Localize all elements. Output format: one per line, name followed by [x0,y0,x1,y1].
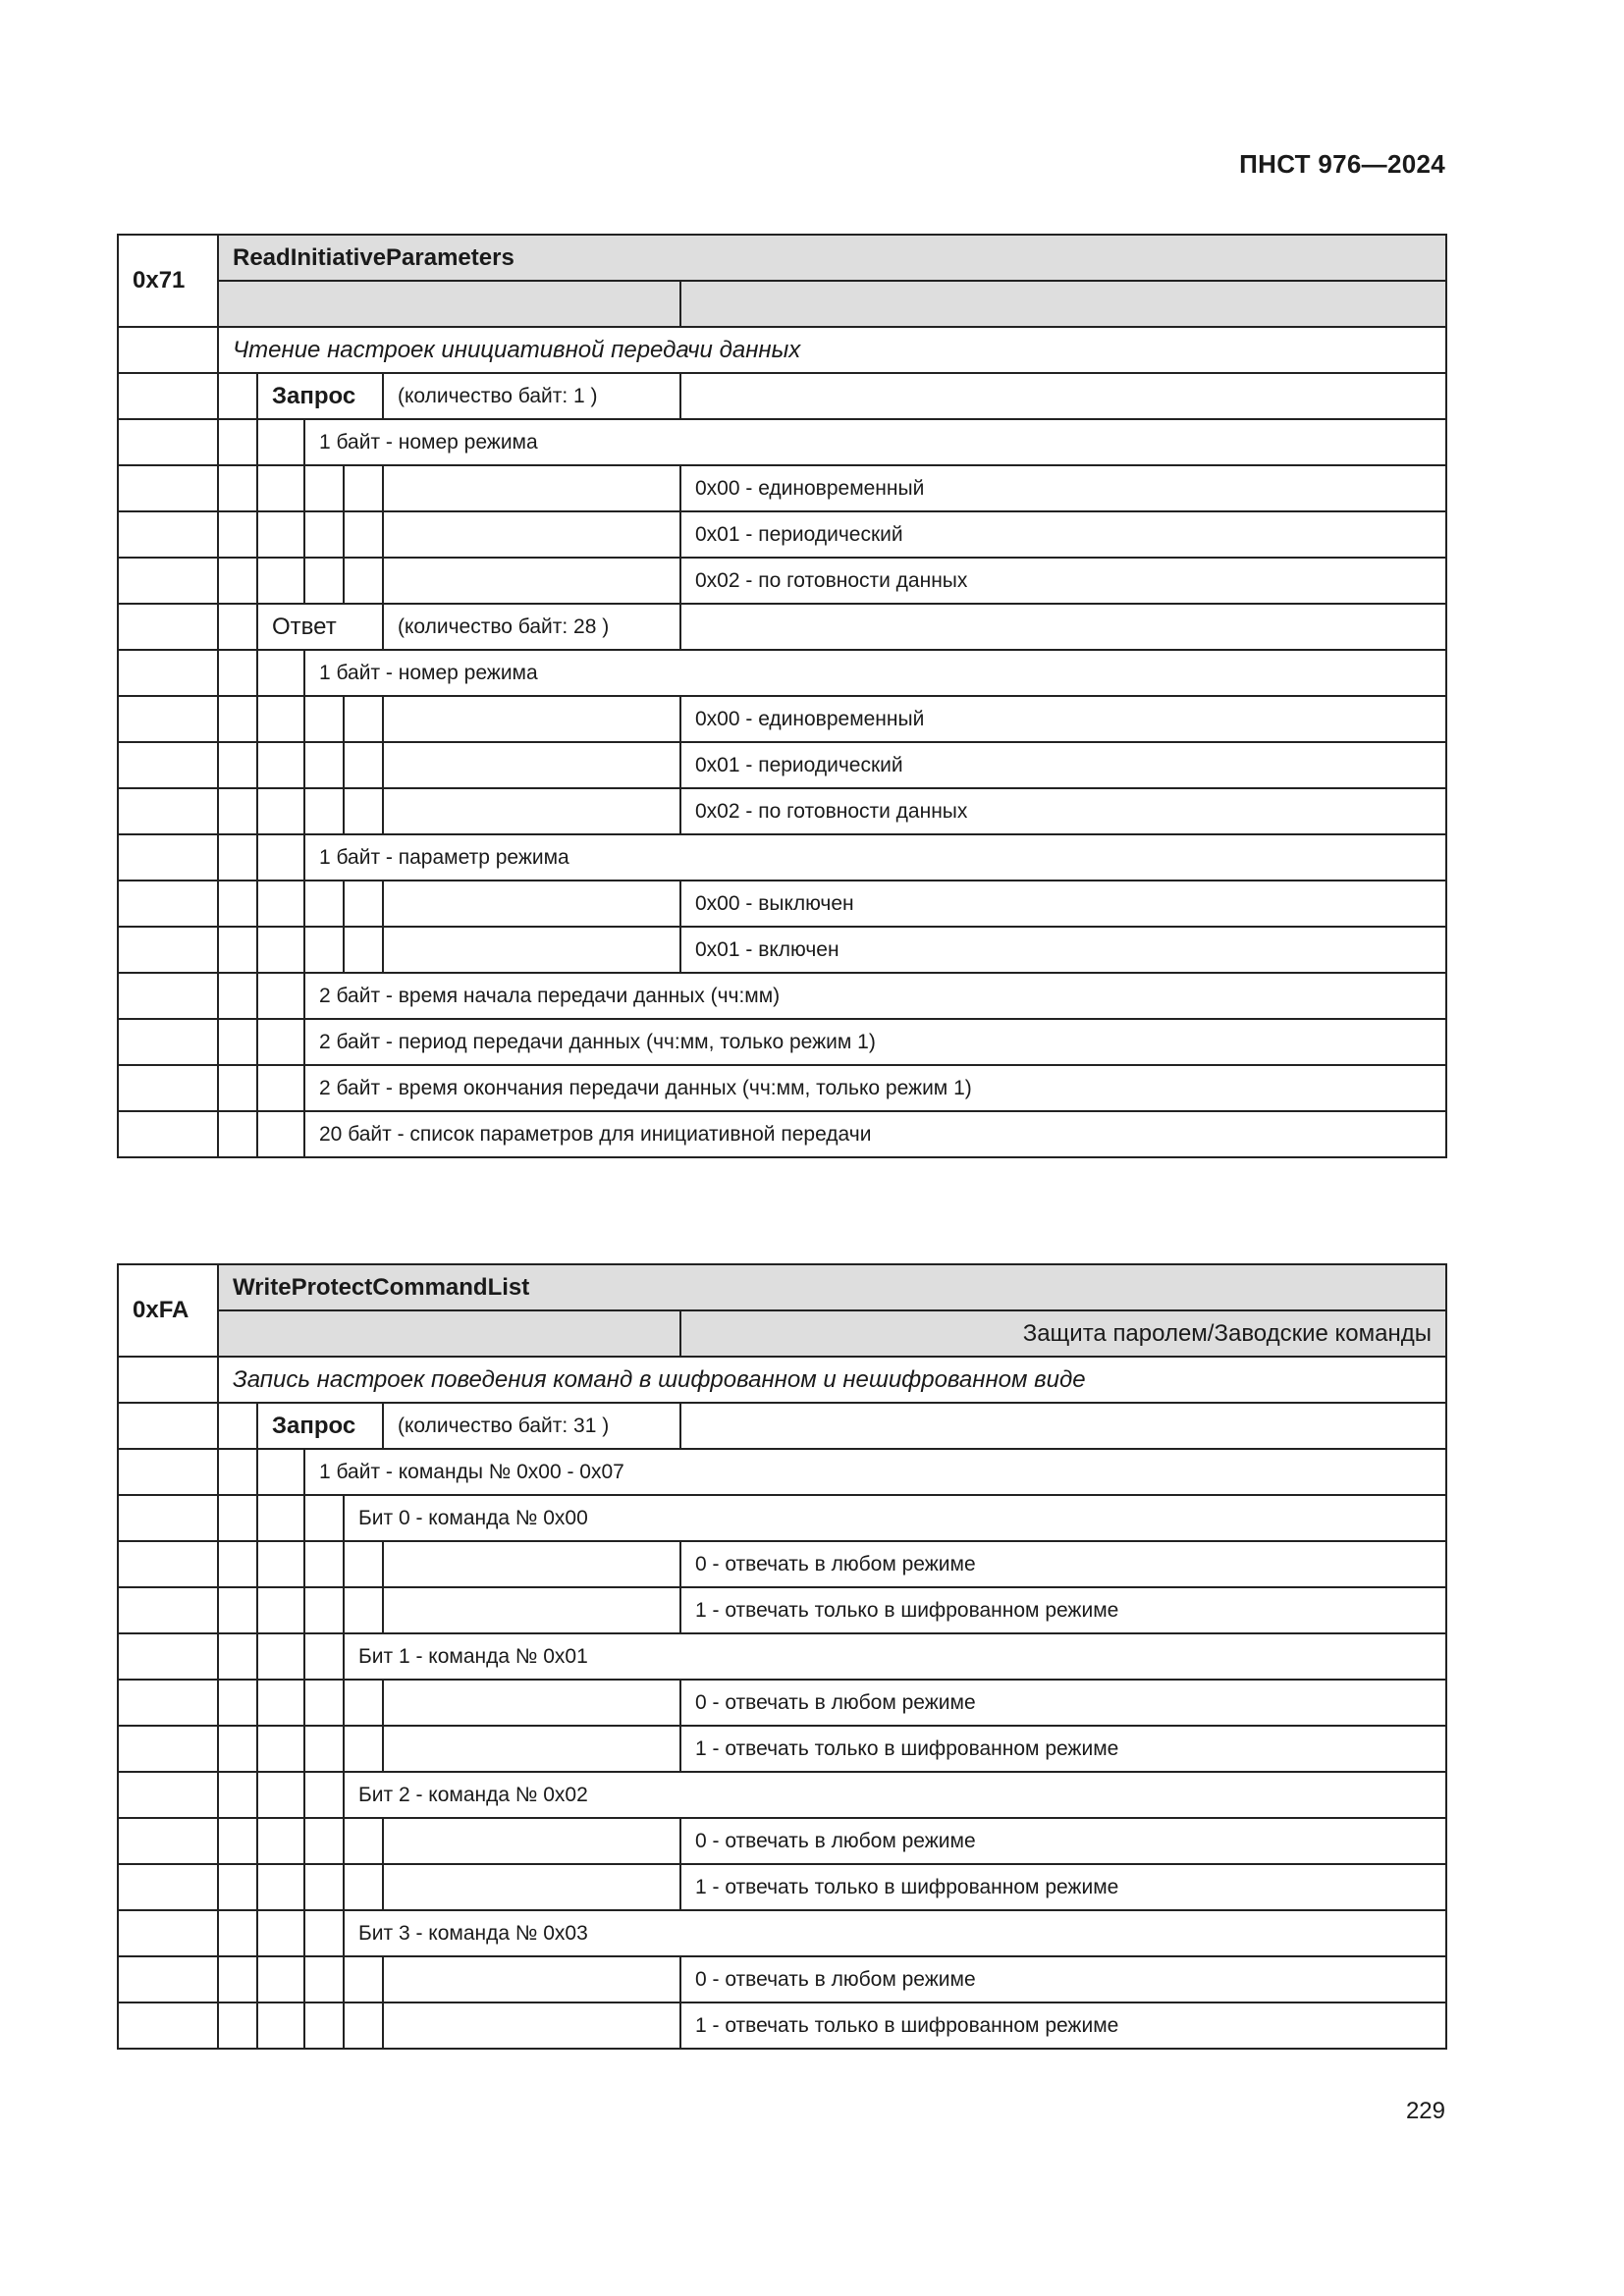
value-option: 1 - отвечать только в шифрованном режиме [680,1587,1446,1633]
row-gutter [118,327,218,373]
request-label: Запрос [257,1403,383,1449]
response-field: 1 байт - параметр режима [304,834,1446,881]
request-field: 1 байт - номер режима [304,419,1446,465]
bit-label: Бит 1 - команда № 0x01 [344,1633,1446,1680]
response-byte-count: (количество байт: 28 ) [383,604,680,650]
value-option: 1 - отвечать только в шифрованном режиме [680,1864,1446,1910]
request-byte-count: (количество байт: 1 ) [383,373,680,419]
response-field: 2 байт - период передачи данных (чч:мм, только режим 1) [304,1019,1446,1065]
command-name: WriteProtectCommandList [218,1264,1446,1310]
command-name: ReadInitiativeParameters [218,235,1446,281]
value-option: 0 - отвечать в любом режиме [680,1680,1446,1726]
value-option: 0x01 - периодический [680,511,1446,558]
bit-label: Бит 3 - команда № 0x03 [344,1910,1446,1956]
request-field: 1 байт - команды № 0x00 - 0x07 [304,1449,1446,1495]
command-table-0xFA [117,1263,1447,2050]
value-option: 0 - отвечать в любом режиме [680,1541,1446,1587]
response-field: 2 байт - время окончания передачи данных (чч:мм, только режим 1) [304,1065,1446,1111]
value-option: 0x01 - периодический [680,742,1446,788]
command-description: Запись настроек поведения команд в шифрованном и нешифрованном виде [218,1357,1446,1403]
value-option: 0x00 - единовременный [680,465,1446,511]
document-id: ПНСТ 976—2024 [1239,149,1445,179]
value-option: 1 - отвечать только в шифрованном режиме [680,2002,1446,2049]
protection-cell: Защита паролем/Заводские команды [680,1310,1446,1357]
bit-label: Бит 2 - команда № 0x02 [344,1772,1446,1818]
response-label: Ответ [257,604,383,650]
header-blank-cell [218,1310,680,1357]
request-byte-count: (количество байт: 31 ) [383,1403,680,1449]
command-table-0x71 [117,234,1447,1158]
value-option: 0 - отвечать в любом режиме [680,1956,1446,2002]
page-number: 229 [1405,2098,1445,2124]
value-option: 0x01 - включен [680,927,1446,973]
value-option: 0x02 - по готовности данных [680,558,1446,604]
value-option: 0 - отвечать в любом режиме [680,1818,1446,1864]
header-blank-cell [218,281,680,327]
command-description: Чтение настроек инициативной передачи данных [218,327,1446,373]
response-field: 2 байт - время начала передачи данных (чч:мм) [304,973,1446,1019]
protection-cell [680,281,1446,327]
value-option: 1 - отвечать только в шифрованном режиме [680,1726,1446,1772]
value-option: 0x00 - единовременный [680,696,1446,742]
request-label: Запрос [257,373,383,419]
bit-label: Бит 0 - команда № 0x00 [344,1495,1446,1541]
value-option: 0x02 - по готовности данных [680,788,1446,834]
command-code: 0x71 [118,235,218,327]
response-field: 1 байт - номер режима [304,650,1446,696]
response-field: 20 байт - список параметров для инициативной передачи [304,1111,1446,1157]
command-code: 0xFA [118,1264,218,1357]
value-option: 0x00 - выключен [680,881,1446,927]
